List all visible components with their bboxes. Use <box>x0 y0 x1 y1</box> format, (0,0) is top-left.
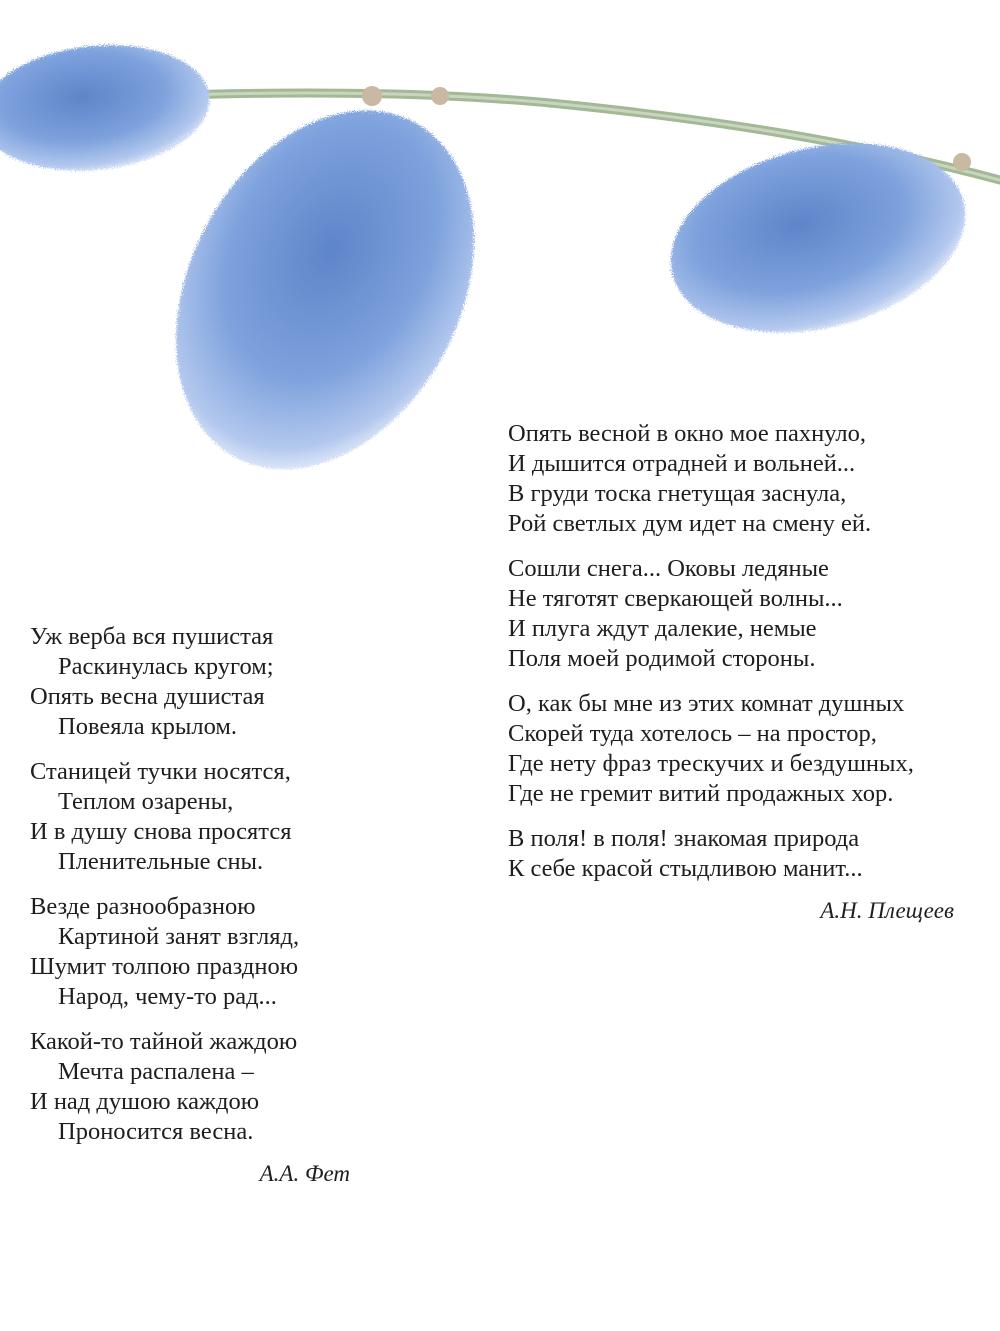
stanza <box>508 824 954 884</box>
stanza <box>30 622 350 742</box>
author-signature: А.А. Фет <box>259 1161 350 1186</box>
poem-line: Поля моей родимой стороны. <box>508 645 816 672</box>
poem-line: Опять весной в окно мое пахнуло, <box>508 420 866 447</box>
poem-line: Везде разнообразною <box>30 893 256 920</box>
poem-line: Какой-то тайной жаждою <box>30 1028 298 1055</box>
poem-line: И над душою каждою <box>30 1088 260 1115</box>
poem-line: Теплом озарены, <box>58 788 234 815</box>
poem-line: Опять весна душистая <box>30 683 265 710</box>
poem-pleshcheev <box>508 419 954 926</box>
stanza <box>30 1027 350 1147</box>
poem-line: Шумит толпою праздною <box>30 953 299 980</box>
poem-line: Повеяла крылом. <box>58 713 237 740</box>
stanza <box>30 757 350 877</box>
poem-line: И в душу снова просятся <box>30 818 292 845</box>
poem-line: Уж верба вся пушистая <box>30 623 274 650</box>
poem-line: О, как бы мне из этих комнат душных <box>508 690 905 717</box>
poem-fet <box>30 622 350 1189</box>
poem-line: Раскинулась кругом; <box>58 653 274 680</box>
poem-line: Скорей туда хотелось – на простор, <box>508 720 877 747</box>
poem-line: Пленительные сны. <box>58 848 264 875</box>
author-signature: А.Н. Плещеев <box>820 898 954 923</box>
poem-line: И дышится отрадней и вольней... <box>508 450 856 477</box>
catkin-left <box>0 34 216 181</box>
poem-line: Где нету фраз трескучих и бездушных, <box>508 750 914 777</box>
poem-line: И плуга ждут далекие, немые <box>508 615 817 642</box>
poem-line: Картиной занят взгляд, <box>58 923 300 950</box>
poem-line: К себе красой стыдливою манит... <box>508 855 863 882</box>
poem-line: Народ, чему-то рад... <box>58 983 277 1010</box>
stanza <box>30 892 350 1012</box>
stanza <box>508 689 954 809</box>
stanza <box>508 554 954 674</box>
poem-line: Мечта распалена – <box>58 1058 254 1085</box>
poem-line: Станицей тучки носятся, <box>30 758 291 785</box>
poem-line: Где не гремит витий продажных хор. <box>508 780 894 807</box>
poem-line: Рой светлых дум идет на смену ей. <box>508 510 872 537</box>
stanza <box>508 419 954 539</box>
poem-line: В груди тоска гнетущая заснула, <box>508 480 847 507</box>
poem-line: Сошли снега... Оковы ледяные <box>508 555 829 582</box>
poem-line: В поля! в поля! знакомая природа <box>508 825 860 852</box>
poem-line: Проносится весна. <box>58 1118 254 1145</box>
catkin-right <box>651 114 986 361</box>
poem-line: Не тяготят сверкающей волны... <box>508 585 843 612</box>
